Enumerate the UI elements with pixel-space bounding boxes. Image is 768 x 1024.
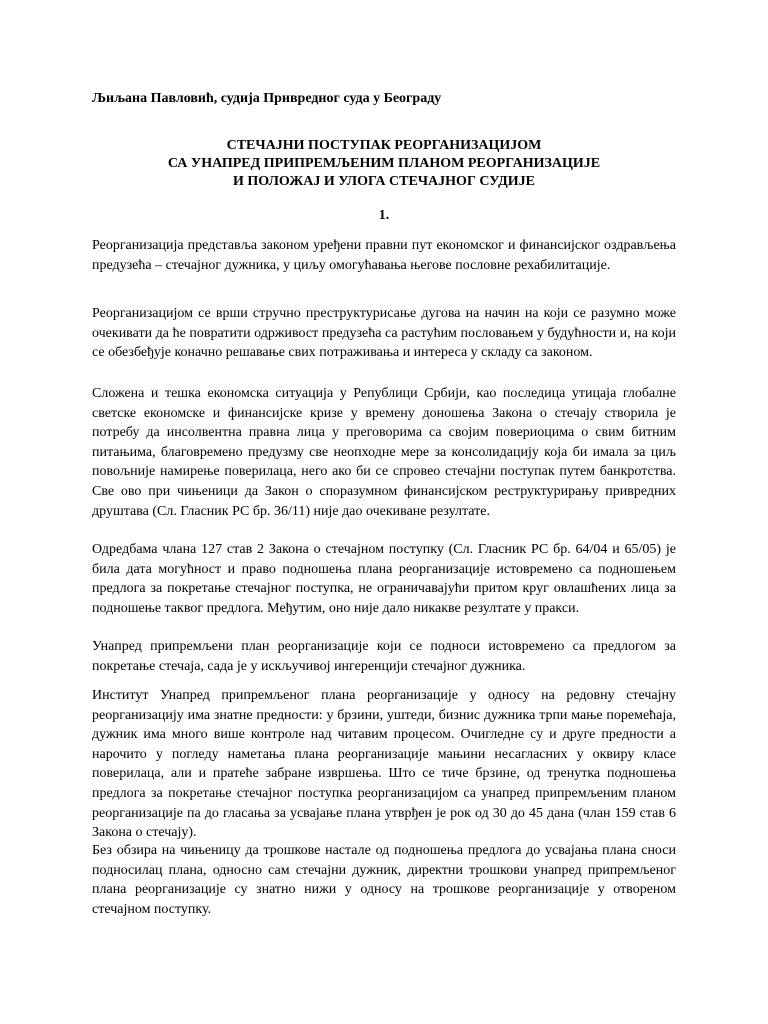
document-title xyxy=(92,137,676,191)
title-line-3: И ПОЛОЖАЈ И УЛОГА СТЕЧАЈНОГ СУДИЈЕ xyxy=(232,174,536,189)
paragraph: Сложена и тешка економска ситуација у Републици Србији, као последица утицаја глобалне светске економске и финансијске кризе у времену доношења Закона о стечају створила је потребу да инсолвентна правна лица у преговорима са својим повериоцима о свим битним питањима, благовремено предузму све неопходне мере за консолидацију која би имала за циљ повољније намирење поверилаца, него ако би се спровео стечајни поступак путем банкротства. Све ово при чињеници да Закон о споразумном финансијском реструктурирању привредних друштава (Сл. Гласник РС бр. 36/11) није дао очекиване резултате. xyxy=(92,386,676,519)
author-line: Љиљана Павловић, судија Привредног суда у Београду xyxy=(92,91,442,106)
paragraph: Унапред припремљени план реорганизације који се подноси истовремено са предлогом за покретање стечаја, сада је у искључивој ингеренцији стечајног дужника. xyxy=(92,639,676,674)
title-line-2: СА УНАПРЕД ПРИПРЕМЉЕНИМ ПЛАНОМ РЕОРГАНИЗАЦИЈЕ xyxy=(167,156,601,171)
paragraph: Одредбама члана 127 став 2 Закона о стечајном поступку (Сл. Гласник РС бр. 64/04 и 65/05) је била дата могућност и право подношења плана реорганизације истовремено са подношењем предлога за покретање стечајног поступка, не ограничавајући притом круг овлашћених лица за подношење таквог предлога. Међутим, оно није дало никакве резултате у пракси. xyxy=(92,542,676,616)
paragraph: Реорганизација представља законом уређени правни пут економског и финансијског оздрављења предузећа – стечајног дужника, у циљу омогућавања његове пословне рехабилитације. xyxy=(92,238,676,273)
paragraph: Институт Унапред припремљеног плана реорганизације у односу на редовну стечајну реорганизацију има знатне предности: у брзини, уштеди, бизнис дужника трпи мање поремећаја, дужник има много више контроле над читавим процесом. Очигледне су и друге предности а нарочито у погледу наметања плана реорганизације мањини несагласних у оквиру класе поверилаца, али и пратеће забране извршења. Што се тиче брзине, од тренутка подношења предлога за покретање стечајног поступка реорганизацијом са унапред припремљеним планом реорганизације па до гласања за усвајање плана утврђен је рок од 30 до 45 дана (члан 159 став 6 Закона о стечају). xyxy=(92,688,676,841)
section-number: 1. xyxy=(378,208,390,223)
paragraph: Без обзира на чињеницу да трошкове настале од подношења предлога до усвајања плана сноси подносилац плана, односно сам стечајни дужник, директни трошкови унапред припремљеног плана реорганизације су знатно нижи у односу на трошкове реорганизације у отвореном стечајном поступку. xyxy=(92,843,676,917)
paragraph: Реорганизацијом се врши стручно преструктурисање дугова на начин на који се разумно може очекивати да ће повратити одрживост предузећа са растућим пословањем у будућности и, на који се обезбеђује коначно решавање свих потраживања и интереса у складу са законом. xyxy=(92,306,676,361)
title-line-1: СТЕЧАЈНИ ПОСТУПАК РЕОРГАНИЗАЦИЈОМ xyxy=(226,138,542,153)
